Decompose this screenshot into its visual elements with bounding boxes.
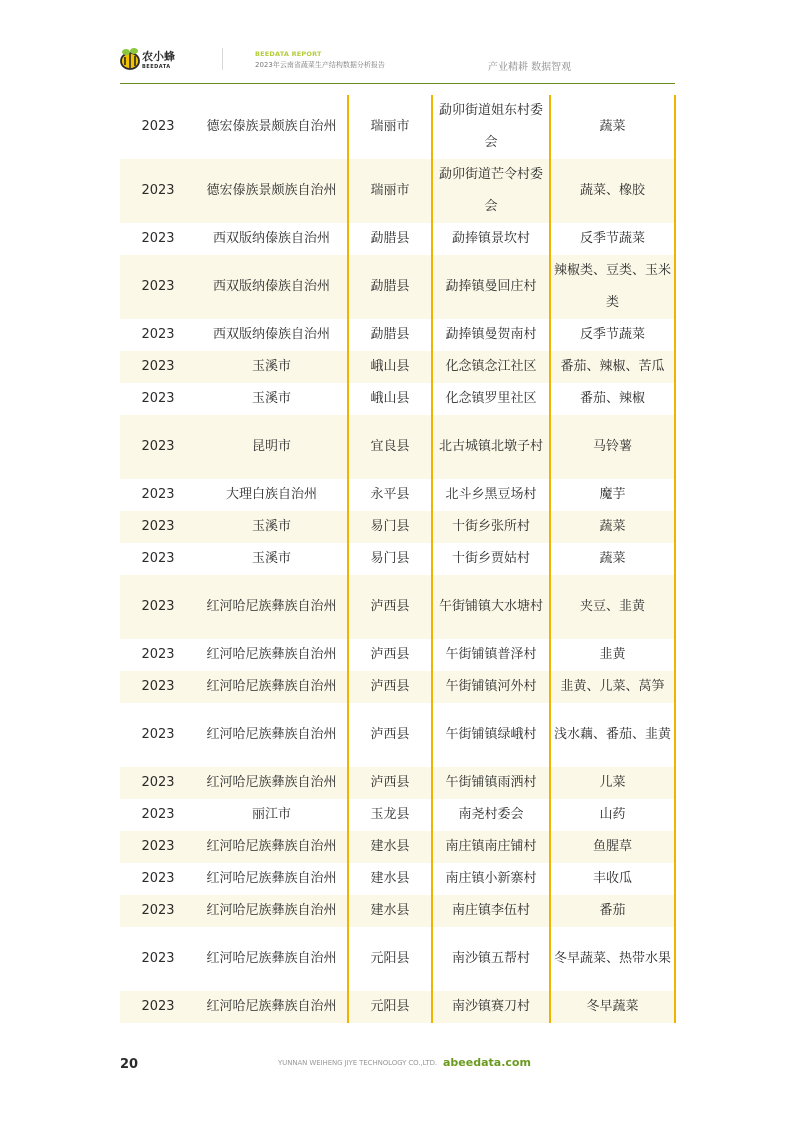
page-header bbox=[0, 0, 793, 84]
cell-county: 瑞丽市 bbox=[348, 159, 432, 223]
table-row bbox=[120, 703, 675, 767]
cell-county: 瑞丽市 bbox=[348, 95, 432, 159]
cell-crops: 鱼腥草 bbox=[550, 831, 675, 863]
cell-county: 泸西县 bbox=[348, 639, 432, 671]
cell-crops: 冬早蔬菜、热带水果 bbox=[550, 927, 675, 991]
cell-prefecture: 红河哈尼族彝族自治州 bbox=[196, 671, 348, 703]
cell-prefecture: 昆明市 bbox=[196, 415, 348, 479]
cell-crops: 番茄 bbox=[550, 895, 675, 927]
cell-village: 勐卯街道芒令村委会 bbox=[432, 159, 550, 223]
cell-village: 南沙镇赛刀村 bbox=[432, 991, 550, 1023]
cell-crops: 夹豆、韭黄 bbox=[550, 575, 675, 639]
cell-village: 勐捧镇曼回庄村 bbox=[432, 255, 550, 319]
cell-year: 2023 bbox=[120, 671, 196, 703]
cell-county: 泸西县 bbox=[348, 671, 432, 703]
cell-prefecture: 西双版纳傣族自治州 bbox=[196, 223, 348, 255]
cell-county: 永平县 bbox=[348, 479, 432, 511]
table-row bbox=[120, 863, 675, 895]
cell-year: 2023 bbox=[141, 871, 175, 886]
cell-prefecture: 丽江市 bbox=[196, 799, 348, 831]
cell-year: 2023 bbox=[120, 767, 196, 799]
cell-county: 易门县 bbox=[348, 543, 432, 575]
cell-year: 2023 bbox=[141, 951, 175, 966]
header-rule bbox=[120, 83, 675, 84]
cell-prefecture: 红河哈尼族彝族自治州 bbox=[196, 895, 348, 927]
cell-county: 玉龙县 bbox=[348, 799, 432, 831]
cell-year: 2023 bbox=[141, 119, 175, 134]
table-row bbox=[120, 383, 675, 415]
cell-county: 泸西县 bbox=[348, 575, 432, 639]
cell-village: 十街乡贾姑村 bbox=[432, 543, 550, 575]
report-title-en: BEEDATA REPORT bbox=[255, 50, 322, 58]
cell-prefecture: 西双版纳傣族自治州 bbox=[196, 319, 348, 351]
table-row bbox=[120, 255, 675, 319]
cell-county: 泸西县 bbox=[348, 703, 432, 767]
cell-prefecture: 红河哈尼族彝族自治州 bbox=[196, 863, 348, 895]
cell-crops: 蔬菜 bbox=[550, 95, 675, 159]
cell-year: 2023 bbox=[120, 511, 196, 543]
cell-village: 南沙镇五帮村 bbox=[432, 927, 550, 991]
cell-crops: 丰收瓜 bbox=[550, 863, 675, 895]
report-title-cn: 2023年云南省蔬菜生产结构数据分析报告 bbox=[255, 61, 385, 69]
cell-year: 2023 bbox=[120, 255, 196, 319]
cell-village: 南庄镇李伍村 bbox=[432, 895, 550, 927]
cell-prefecture: 德宏傣族景颇族自治州 bbox=[196, 159, 348, 223]
table-row bbox=[120, 927, 675, 991]
footer-company: YUNNAN WEIHENG JIYE TECHNOLOGY CO.,LTD. bbox=[278, 1059, 437, 1067]
logo-text-cn: 农小蜂 bbox=[142, 50, 175, 63]
cell-year: 2023 bbox=[141, 231, 175, 246]
cell-county: 宜良县 bbox=[348, 415, 432, 479]
cell-crops: 山药 bbox=[550, 799, 675, 831]
table-row bbox=[120, 639, 675, 671]
cell-village: 南尧村委会 bbox=[432, 799, 550, 831]
cell-crops: 魔芋 bbox=[550, 479, 675, 511]
table-row bbox=[120, 415, 675, 479]
cell-crops: 韭黄 bbox=[550, 639, 675, 671]
cell-prefecture: 西双版纳傣族自治州 bbox=[196, 255, 348, 319]
cell-prefecture: 红河哈尼族彝族自治州 bbox=[196, 639, 348, 671]
table-row bbox=[120, 575, 675, 639]
cell-village: 化念镇罗里社区 bbox=[432, 383, 550, 415]
cell-county: 元阳县 bbox=[348, 991, 432, 1023]
cell-prefecture: 大理白族自治州 bbox=[196, 479, 348, 511]
cell-prefecture: 红河哈尼族彝族自治州 bbox=[196, 703, 348, 767]
table-row bbox=[120, 831, 675, 863]
cell-prefecture: 红河哈尼族彝族自治州 bbox=[196, 991, 348, 1023]
cell-year: 2023 bbox=[120, 159, 196, 223]
cell-village: 勐捧镇景坎村 bbox=[432, 223, 550, 255]
cell-crops: 番茄、辣椒、苦瓜 bbox=[550, 351, 675, 383]
logo-text-en: BEEDATA bbox=[142, 64, 171, 70]
table-body bbox=[120, 95, 675, 1023]
table-row bbox=[120, 767, 675, 799]
cell-county: 建水县 bbox=[348, 863, 432, 895]
cell-county: 建水县 bbox=[348, 895, 432, 927]
cell-prefecture: 玉溪市 bbox=[196, 511, 348, 543]
cell-county: 易门县 bbox=[348, 511, 432, 543]
cell-year: 2023 bbox=[120, 575, 196, 639]
cell-county: 建水县 bbox=[348, 831, 432, 863]
cell-crops: 马铃薯 bbox=[550, 415, 675, 479]
cell-crops: 反季节蔬菜 bbox=[550, 223, 675, 255]
cell-year: 2023 bbox=[120, 895, 196, 927]
page-number: 20 bbox=[120, 1057, 139, 1072]
cell-village: 北古城镇北墩子村 bbox=[432, 415, 550, 479]
cell-village: 午街铺镇普泽村 bbox=[432, 639, 550, 671]
cell-county: 峨山县 bbox=[348, 351, 432, 383]
cell-year: 2023 bbox=[141, 807, 175, 822]
cell-crops: 番茄、辣椒 bbox=[550, 383, 675, 415]
footer-url: abeedata.com bbox=[443, 1056, 531, 1069]
cell-crops: 儿菜 bbox=[550, 767, 675, 799]
cell-year: 2023 bbox=[141, 391, 175, 406]
cell-prefecture: 玉溪市 bbox=[196, 351, 348, 383]
cell-prefecture: 玉溪市 bbox=[196, 543, 348, 575]
cell-village: 午街铺镇大水塘村 bbox=[432, 575, 550, 639]
cell-year: 2023 bbox=[141, 327, 175, 342]
table-row bbox=[120, 671, 675, 703]
cell-year: 2023 bbox=[141, 647, 175, 662]
bee-logo-icon bbox=[118, 46, 144, 72]
cell-prefecture: 红河哈尼族彝族自治州 bbox=[196, 575, 348, 639]
cell-year: 2023 bbox=[120, 831, 196, 863]
cell-prefecture: 红河哈尼族彝族自治州 bbox=[196, 927, 348, 991]
cell-county: 峨山县 bbox=[348, 383, 432, 415]
table-row bbox=[120, 479, 675, 511]
cell-county: 元阳县 bbox=[348, 927, 432, 991]
cell-village: 勐捧镇曼贺南村 bbox=[432, 319, 550, 351]
header-divider bbox=[222, 48, 223, 70]
table-row bbox=[120, 511, 675, 543]
cell-year: 2023 bbox=[120, 351, 196, 383]
cell-year: 2023 bbox=[141, 551, 175, 566]
cell-village: 南庄镇小新寨村 bbox=[432, 863, 550, 895]
cell-year: 2023 bbox=[120, 991, 196, 1023]
cell-village: 南庄镇南庄铺村 bbox=[432, 831, 550, 863]
table-row bbox=[120, 543, 675, 575]
cell-prefecture: 红河哈尼族彝族自治州 bbox=[196, 767, 348, 799]
table-row bbox=[120, 895, 675, 927]
cell-crops: 蔬菜 bbox=[550, 511, 675, 543]
cell-prefecture: 德宏傣族景颇族自治州 bbox=[196, 95, 348, 159]
cell-county: 勐腊县 bbox=[348, 319, 432, 351]
table-row bbox=[120, 319, 675, 351]
cell-county: 泸西县 bbox=[348, 767, 432, 799]
village-crop-table bbox=[120, 95, 676, 1023]
cell-county: 勐腊县 bbox=[348, 223, 432, 255]
cell-year: 2023 bbox=[141, 727, 175, 742]
cell-year: 2023 bbox=[141, 487, 175, 502]
table-row bbox=[120, 223, 675, 255]
table-row bbox=[120, 95, 675, 159]
table-row bbox=[120, 159, 675, 223]
cell-prefecture: 红河哈尼族彝族自治州 bbox=[196, 831, 348, 863]
cell-village: 午街铺镇绿峨村 bbox=[432, 703, 550, 767]
cell-village: 北斗乡黑豆场村 bbox=[432, 479, 550, 511]
cell-crops: 蔬菜、橡胶 bbox=[550, 159, 675, 223]
cell-prefecture: 玉溪市 bbox=[196, 383, 348, 415]
cell-year: 2023 bbox=[120, 415, 196, 479]
cell-crops: 浅水藕、番茄、韭黄 bbox=[550, 703, 675, 767]
cell-village: 化念镇念江社区 bbox=[432, 351, 550, 383]
table-row bbox=[120, 799, 675, 831]
cell-crops: 蔬菜 bbox=[550, 543, 675, 575]
cell-county: 勐腊县 bbox=[348, 255, 432, 319]
cell-village: 勐卯街道姐东村委会 bbox=[432, 95, 550, 159]
cell-crops: 冬早蔬菜 bbox=[550, 991, 675, 1023]
header-slogan: 产业精耕 数据智观 bbox=[488, 62, 572, 73]
cell-village: 午街铺镇雨洒村 bbox=[432, 767, 550, 799]
cell-village: 午街铺镇河外村 bbox=[432, 671, 550, 703]
cell-crops: 反季节蔬菜 bbox=[550, 319, 675, 351]
brand-logo bbox=[118, 46, 178, 76]
cell-village: 十街乡张所村 bbox=[432, 511, 550, 543]
cell-crops: 辣椒类、豆类、玉米类 bbox=[550, 255, 675, 319]
table-row bbox=[120, 351, 675, 383]
cell-crops: 韭黄、儿菜、莴笋 bbox=[550, 671, 675, 703]
table-row bbox=[120, 991, 675, 1023]
